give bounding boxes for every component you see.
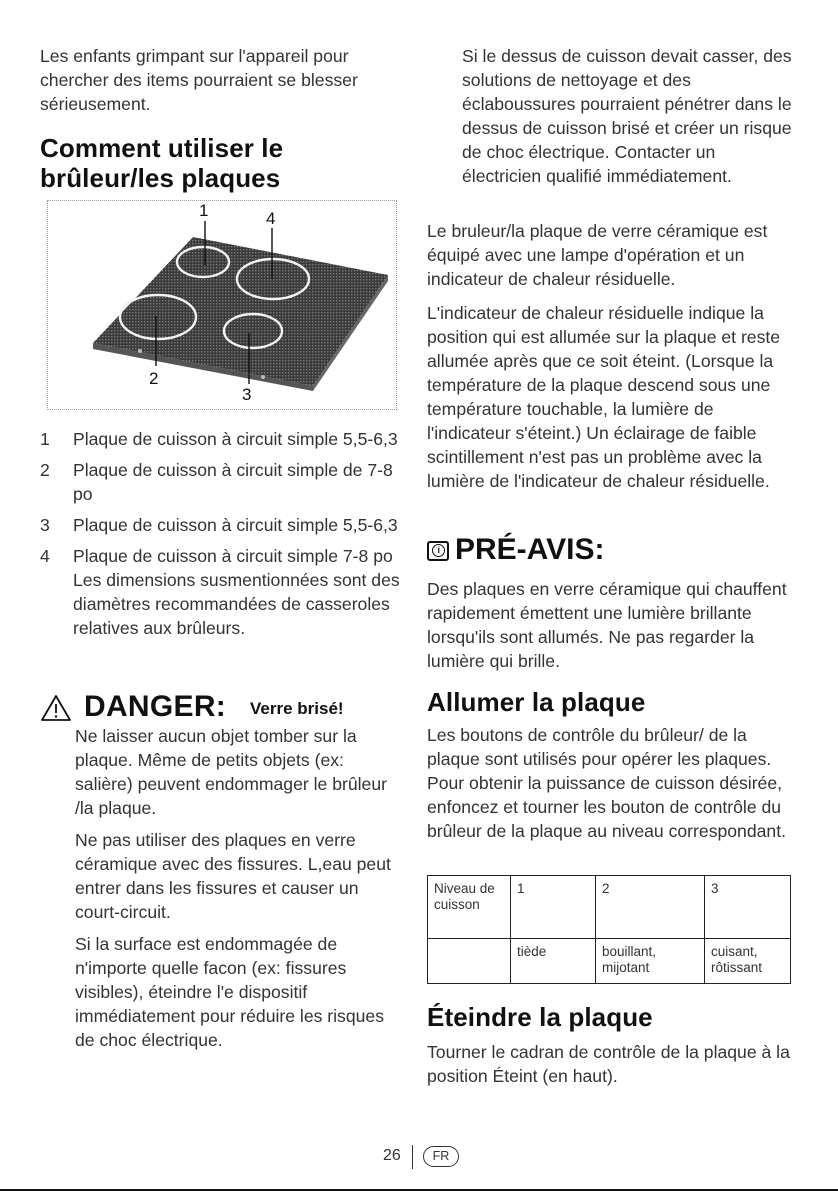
- info-icon: i: [427, 541, 449, 561]
- list-number: 3: [40, 515, 50, 535]
- list-number: 2: [40, 460, 50, 480]
- indicator-section: [427, 219, 795, 493]
- danger-heading: [40, 690, 402, 726]
- table-cell: bouillant, mijotant: [596, 939, 705, 984]
- table-cell: Niveau de cuisson: [428, 876, 511, 939]
- danger-paragraph: Si la surface est endommagée de n'importe quelle facon (ex: fissures visibles), éteindre l'e dispositif immédiatement pour réduire les risques de choc électrique.: [75, 934, 385, 1050]
- danger-body: [75, 724, 402, 1060]
- table-cell: 2: [596, 876, 705, 939]
- language-badge: FR: [423, 1146, 459, 1167]
- table-cell: cuisant, rôtissant: [705, 939, 791, 984]
- list-number: 4: [40, 546, 50, 566]
- section-heading-usage: [40, 133, 283, 193]
- list-item: [40, 458, 402, 506]
- heading-line-1: Comment utiliser le: [40, 133, 284, 163]
- preavis-title: PRÉ-AVIS:: [455, 533, 605, 566]
- intro-paragraph: Les enfants grimpant sur l'appareil pour chercher des items pourraient se blesser sérieusement.: [40, 46, 358, 114]
- control-mark: [138, 349, 142, 353]
- table-row: [428, 939, 791, 984]
- indicator-paragraph-2: L'indicateur de chaleur résiduelle indique la position qui est allumée sur la plaque et reste allumée après que ce soit éteint. (Lorsque la température de la plaque descend sous une température touchable, la lumière de l'indicateur s'éteint.) Un éclairage de faible scintillement n'est pas un problème avec la lumière de l'indicateur de chaleur résiduelle.: [427, 303, 781, 491]
- table-row: [428, 876, 791, 939]
- list-text: Plaque de cuisson à circuit simple 7-8 po Les dimensions susmentionnées sont des diamètres recommandées de casseroles relatives aux brûleurs.: [73, 546, 400, 638]
- list-number: 1: [40, 429, 50, 449]
- cooktop-figure: [47, 200, 397, 410]
- footer-separator: [412, 1145, 413, 1169]
- list-text: Plaque de cuisson à circuit simple de 7-8 po: [73, 460, 393, 504]
- table-cell: [428, 939, 511, 984]
- allumer-text: Les boutons de contrôle du brûleur/ de la plaque sont utilisés pour opérer les plaques. Pour obtenir la puissance de cuisson désirée, enfoncez et tourner les bouton de contrôle du brûleur de la plaque au niveau correspondant.: [427, 725, 786, 841]
- indicator-paragraph-1: Le bruleur/la plaque de verre céramique est équipé avec une lampe d'opération et un indicateur de chaleur résiduelle.: [427, 221, 768, 289]
- list-text: Plaque de cuisson à circuit simple 5,5-6,3: [73, 429, 398, 449]
- list-item: [40, 427, 402, 451]
- danger-title: DANGER:: [84, 690, 227, 723]
- danger-continued-paragraph: Si le dessus de cuisson devait casser, des solutions de nettoyage et des éclaboussures pourraient pénétrer dans le dessus de cuisson brisé et créer un risque de choc électrique. Contacter un électricien qualifié immédiatement.: [462, 46, 792, 186]
- cooking-level-table: [427, 875, 791, 984]
- heading-eteindre: Éteindre la plaque: [427, 1002, 653, 1032]
- list-text: Plaque de cuisson à circuit simple 5,5-6,3: [73, 515, 398, 535]
- page-footer: [0, 1145, 838, 1169]
- table-cell: 1: [511, 876, 596, 939]
- warning-triangle-icon: [40, 694, 72, 722]
- danger-paragraph: Ne pas utiliser des plaques en verre céramique avec des fissures. L,eau peut entrer dans les fissures et causer un court-circuit.: [75, 830, 391, 922]
- list-item: [40, 513, 402, 537]
- list-item: [40, 544, 402, 640]
- heading-allumer: Allumer la plaque: [427, 687, 646, 717]
- figure-label-4: 4: [266, 209, 276, 228]
- heading-line-2: brûleur/les plaques: [40, 163, 281, 193]
- table-cell: 3: [705, 876, 791, 939]
- figure-label-2: 2: [149, 369, 159, 388]
- danger-subtitle: Verre brisé!: [250, 699, 344, 718]
- eteindre-text: Tourner le cadran de contrôle de la plaque à la position Éteint (en haut).: [427, 1042, 790, 1086]
- burner-list: [40, 427, 402, 647]
- figure-label-3: 3: [242, 385, 252, 404]
- danger-paragraph: Ne laisser aucun objet tomber sur la plaque. Même de petits objets (ex: salière) peuvent endommager le brûleur /la plaque.: [75, 726, 387, 818]
- control-mark: [261, 375, 265, 379]
- table-cell: tiède: [511, 939, 596, 984]
- cooktop-surface: [93, 237, 388, 386]
- preavis-text: Des plaques en verre céramique qui chauffent rapidement émettent une lumière brillante lorsqu'ils sont allumés. Ne pas regarder la lumière qui brille.: [427, 579, 787, 671]
- cooktop-illustration: [48, 201, 396, 409]
- figure-label-1: 1: [199, 201, 209, 220]
- page-number: 26: [383, 1147, 401, 1164]
